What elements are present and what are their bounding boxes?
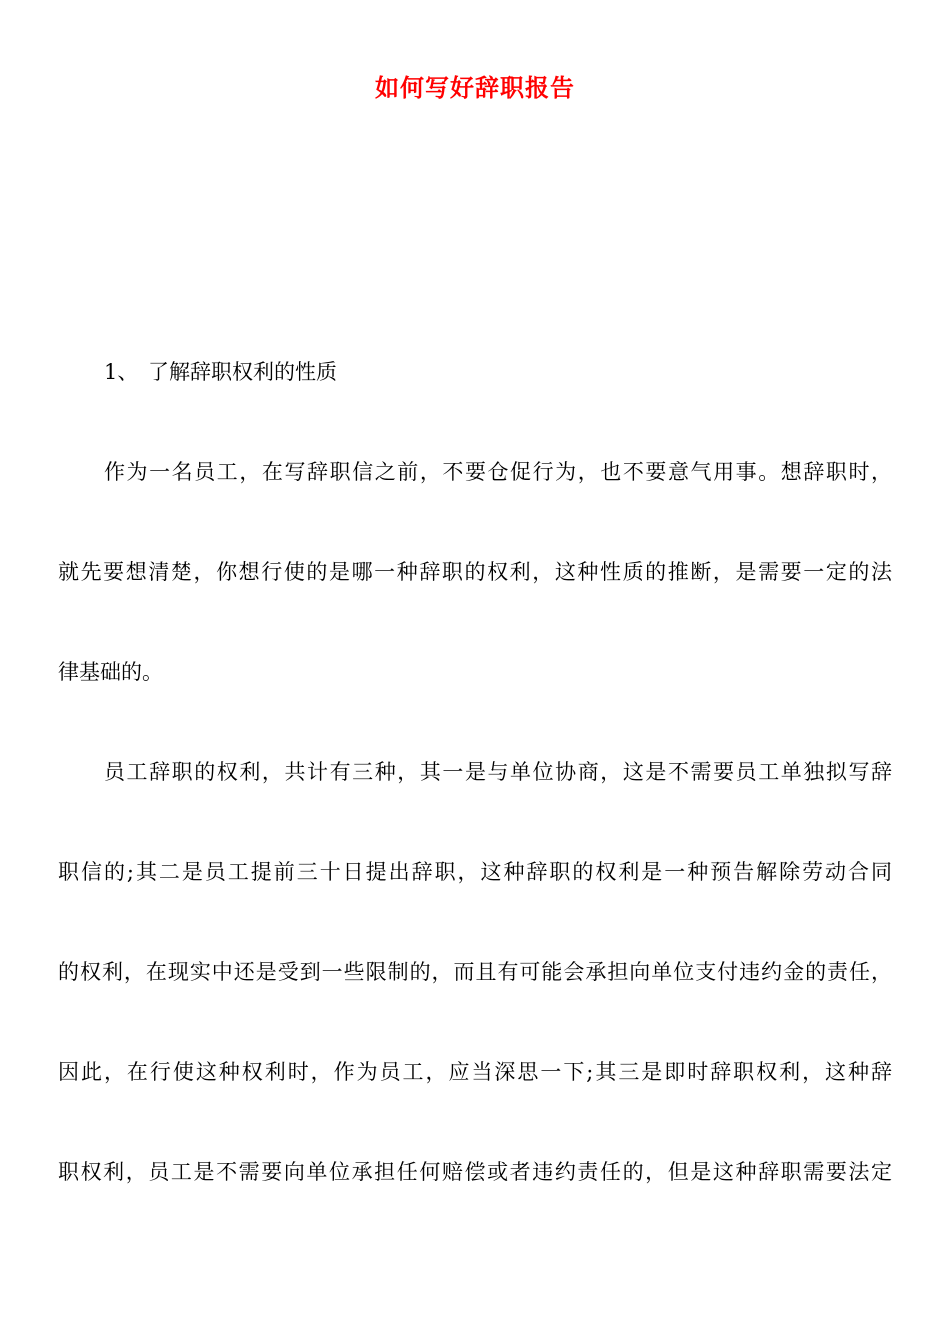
paragraph-2-line-3: 的权利，在现实中还是受到一些限制的，而且有可能会承担向单位支付违约金的责任， <box>58 960 892 984</box>
section-heading: 了解辞职权利的性质 <box>148 360 337 384</box>
paragraph-2-line-1: 员工辞职的权利，共计有三种，其一是与单位协商，这是不需要员工单独拟写辞 <box>104 760 892 784</box>
document-title: 如何写好辞职报告 <box>375 74 575 102</box>
paragraph-2-line-2: 职信的;其二是员工提前三十日提出辞职，这种辞职的权利是一种预告解除劳动合同 <box>58 860 892 884</box>
paragraph-1-line-3: 律基础的。 <box>58 660 163 684</box>
paragraph-1-line-2: 就先要想清楚，你想行使的是哪一种辞职的权利，这种性质的推断，是需要一定的法 <box>58 560 892 584</box>
paragraph-2-line-4: 因此，在行使这种权利时，作为员工，应当深思一下;其三是即时辞职权利，这种辞 <box>58 1060 892 1084</box>
paragraph-1-line-1: 作为一名员工，在写辞职信之前，不要仓促行为，也不要意气用事。想辞职时， <box>104 460 892 484</box>
section-number: 1、 <box>104 360 139 384</box>
paragraph-2-line-5: 职权利，员工是不需要向单位承担任何赔偿或者违约责任的，但是这种辞职需要法定 <box>58 1160 892 1184</box>
